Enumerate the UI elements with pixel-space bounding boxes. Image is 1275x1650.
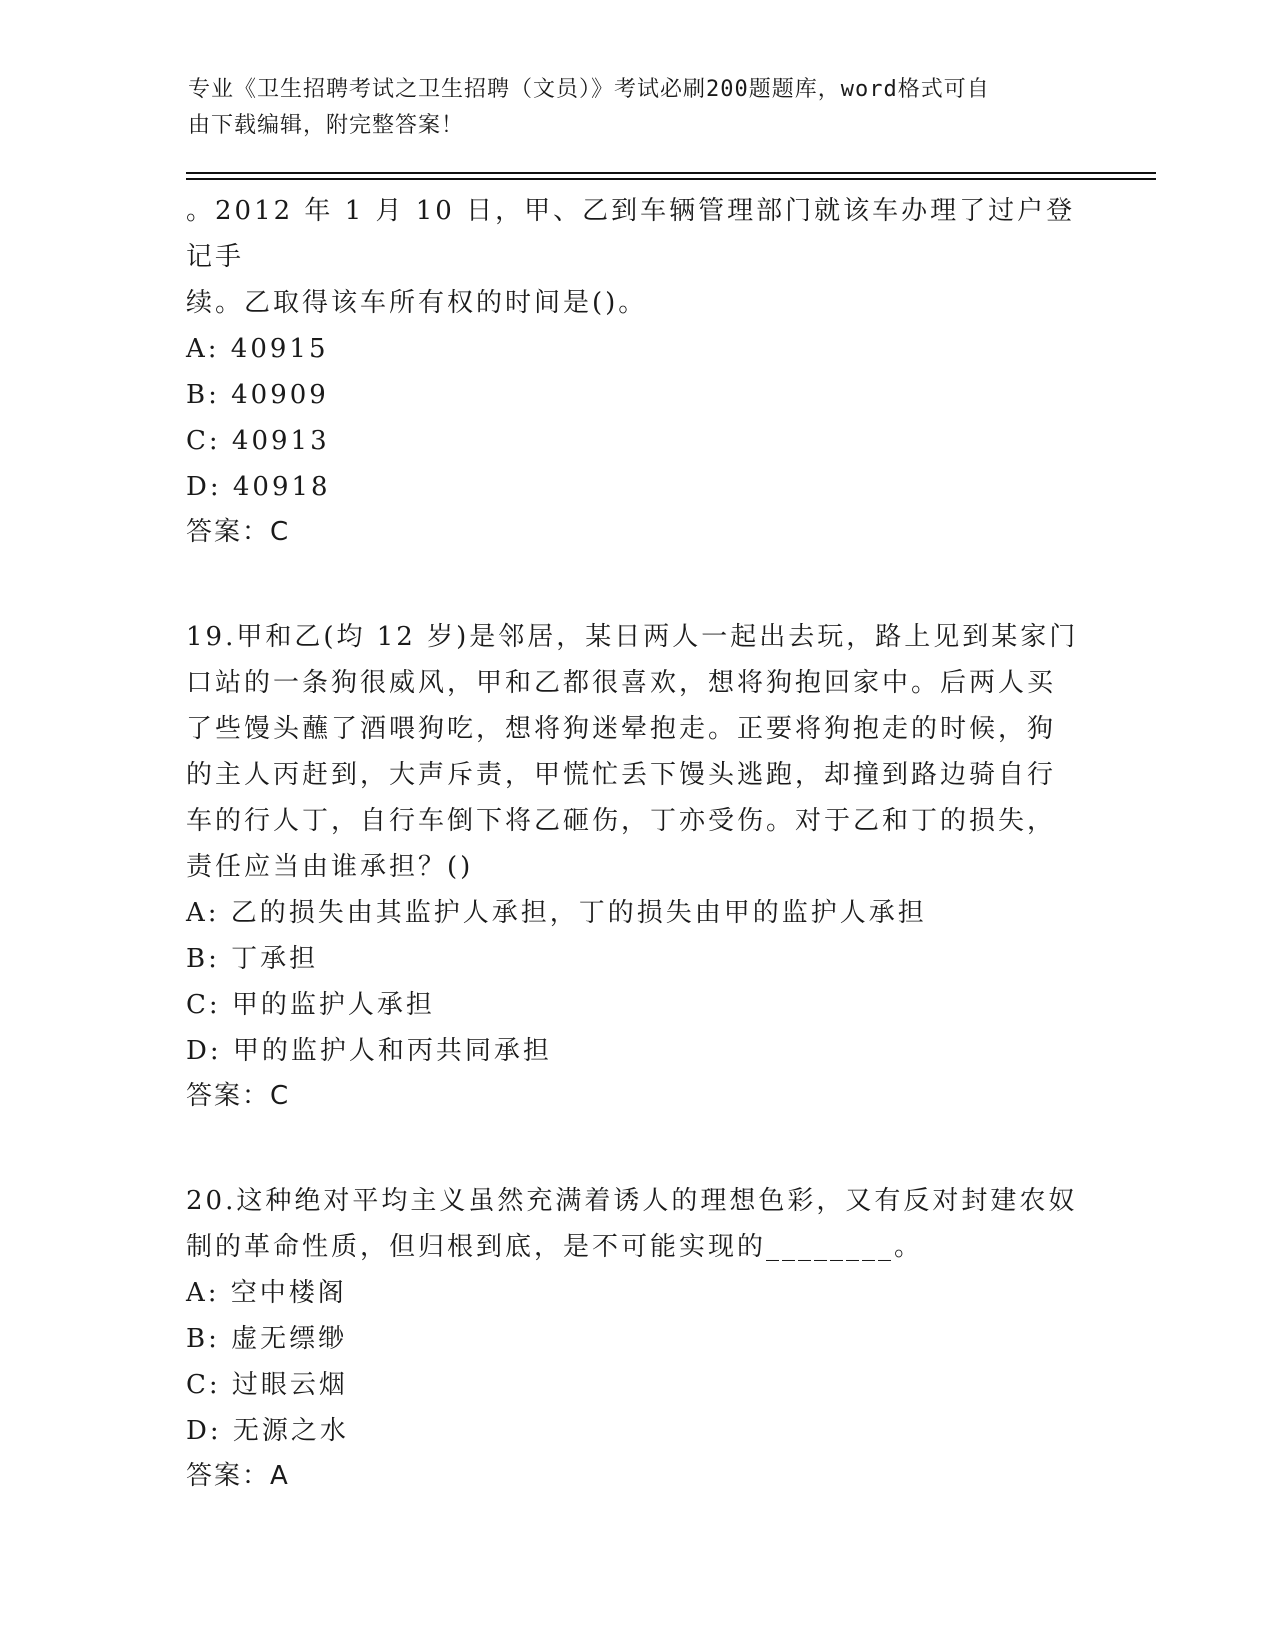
question-stem-line: 19.甲和乙(均 12 岁)是邻居，某日两人一起出去玩，路上见到某家门 [186, 622, 1079, 652]
option-d: D: 无源之水 [186, 1416, 349, 1446]
option-b: B: 虚无缥缈 [186, 1324, 348, 1354]
option-c: C: 过眼云烟 [186, 1370, 348, 1400]
question-18 [186, 188, 1086, 554]
option-a: A: 40915 [186, 334, 329, 364]
header-line-1: 专业《卫生招聘考试之卫生招聘（文员）》考试必刷200题题库，word格式可自 [188, 77, 990, 102]
header-divider-top [186, 172, 1156, 174]
option-a: A: 乙的损失由其监护人承担，丁的损失由甲的监护人承担 [186, 898, 927, 928]
option-c: C: 40913 [186, 426, 330, 456]
header-line-2: 由下载编辑，附完整答案！ [188, 113, 465, 138]
question-stem-line: 车的行人丁，自行车倒下将乙砸伤，丁亦受伤。对于乙和丁的损失， [186, 806, 1057, 836]
header-divider-bottom [186, 178, 1156, 180]
option-d: D: 甲的监护人和丙共同承担 [186, 1036, 552, 1066]
question-stem-line: 20.这种绝对平均主义虽然充满着诱人的理想色彩，又有反对封建农奴 [186, 1186, 1078, 1216]
option-d: D: 40918 [186, 472, 331, 502]
question-stem-line: 续。乙取得该车所有权的时间是()。 [186, 288, 648, 318]
question-stem-line: 。2012 年 1 月 10 日，甲、乙到车辆管理部门就该车办理了过户登记手 [186, 196, 1076, 272]
question-20 [186, 1178, 1086, 1498]
answer-line: 答案：C [186, 1081, 291, 1111]
answer-line: 答案：A [186, 1461, 290, 1491]
question-stem-line: 口站的一条狗很威风，甲和乙都很喜欢，想将狗抱回家中。后两人买 [186, 668, 1057, 698]
question-stem-line: 制的革命性质，但归根到底，是不可能实现的________。 [186, 1232, 924, 1262]
section-gap [186, 554, 1086, 614]
question-stem-line: 的主人丙赶到，大声斥责，甲慌忙丢下馒头逃跑，却撞到路边骑自行 [186, 760, 1057, 790]
section-gap [186, 1118, 1086, 1178]
document-header [188, 72, 1068, 144]
question-content [186, 188, 1086, 1498]
option-b: B: 40909 [186, 380, 329, 410]
question-stem-line: 了些馒头蘸了酒喂狗吃，想将狗迷晕抱走。正要将狗抱走的时候，狗 [186, 714, 1057, 744]
answer-line: 答案：C [186, 517, 291, 547]
option-c: C: 甲的监护人承担 [186, 990, 435, 1020]
option-b: B: 丁承担 [186, 944, 319, 974]
question-stem-line: 责任应当由谁承担？() [186, 852, 474, 882]
option-a: A: 空中楼阁 [186, 1278, 347, 1308]
question-19 [186, 614, 1086, 1118]
